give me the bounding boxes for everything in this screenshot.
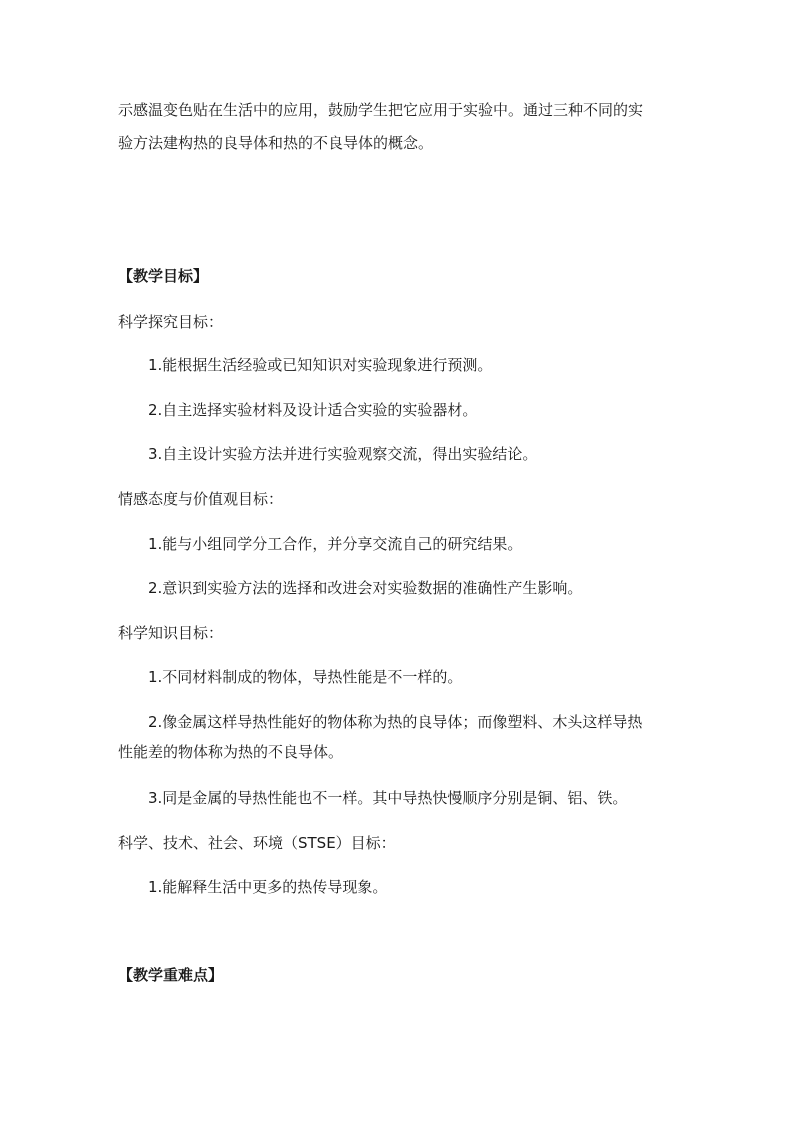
inquiry-objectives-title: 科学探究目标： [118, 313, 224, 331]
inquiry-item-2: 2.自主选择实验材料及设计适合实验的实验器材。 [148, 401, 478, 419]
section-heading-objectives: 【教学目标】 [118, 267, 209, 285]
stse-item-1: 1.能解释生活中更多的热传导现象。 [148, 878, 388, 896]
knowledge-objectives-title: 科学知识目标： [118, 624, 224, 642]
knowledge-item-2-continued: 性能差的物体称为热的不良导体。 [118, 743, 344, 761]
stse-objectives-title: 科学、技术、社会、环境（STSE）目标： [118, 834, 396, 852]
intro-line-1: 示感温变色贴在生活中的应用，鼓励学生把它应用于实验中。通过三种不同的实 [118, 101, 644, 119]
inquiry-item-3: 3.自主设计实验方法并进行实验观察交流，得出实验结论。 [148, 445, 538, 463]
intro-line-2: 验方法建构热的良导体和热的不良导体的概念。 [118, 134, 434, 152]
attitude-item-1: 1.能与小组同学分工合作，并分享交流自己的研究结果。 [148, 535, 523, 553]
knowledge-item-3: 3.同是金属的导热性能也不一样。其中导热快慢顺序分别是铜、铝、铁。 [148, 789, 628, 807]
knowledge-item-2: 2.像金属这样导热性能好的物体称为热的良导体；而像塑料、木头这样导热 [148, 713, 643, 731]
knowledge-item-1: 1.不同材料制成的物体，导热性能是不一样的。 [148, 668, 463, 686]
attitude-objectives-title: 情感态度与价值观目标： [118, 490, 284, 508]
section-heading-difficulties: 【教学重难点】 [118, 966, 224, 984]
inquiry-item-1: 1.能根据生活经验或已知知识对实验现象进行预测。 [148, 356, 493, 374]
attitude-item-2: 2.意识到实验方法的选择和改进会对实验数据的准确性产生影响。 [148, 579, 583, 597]
